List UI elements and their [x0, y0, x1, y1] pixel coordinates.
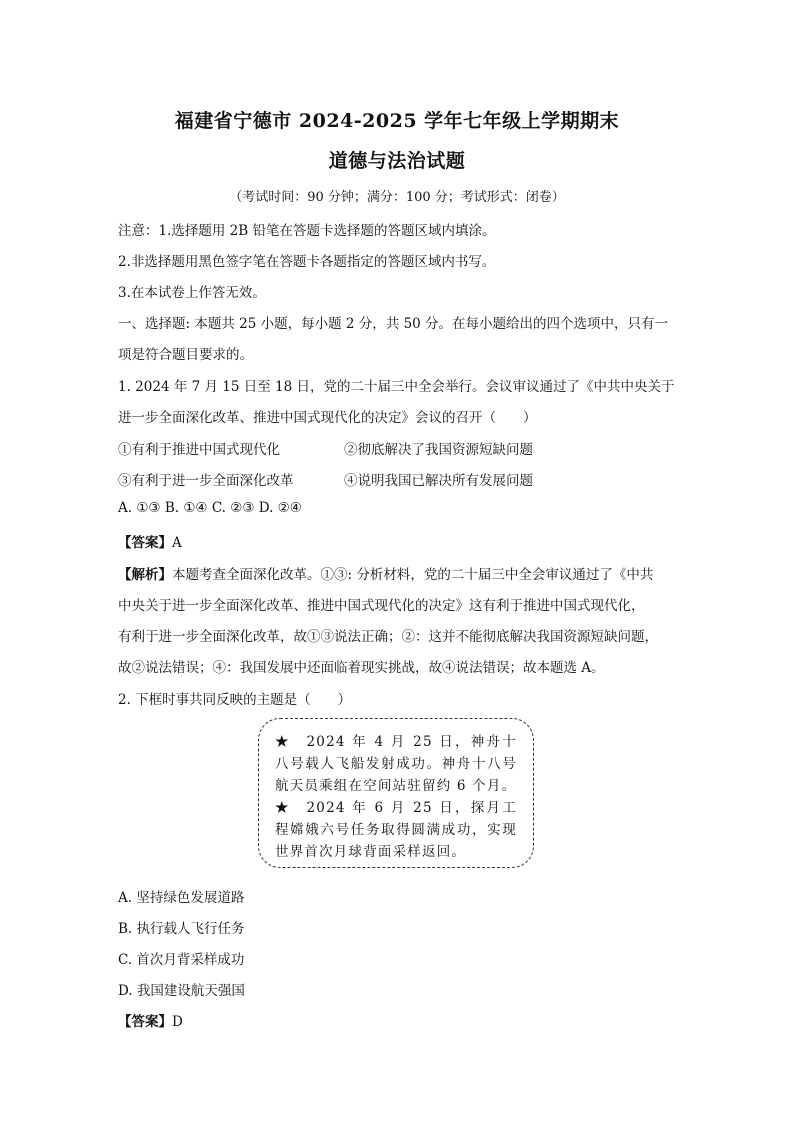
exam-title: 福建省宁德市 2024-2025 学年七年级上学期期末: [174, 110, 620, 132]
answer-label: 【答案】: [118, 1014, 172, 1030]
q2-option-a: A. 坚持绿色发展道路: [118, 890, 245, 906]
q1-analysis-line2: 中央关于进一步全面深化改革、推进中国式现代化的决定》这有利于推进中国式现代化，: [118, 598, 645, 614]
q1-statement-2: ②彻底解决了我国资源短缺问题: [344, 442, 533, 458]
q1-statement-4: ④说明我国已解决所有发展问题: [344, 473, 533, 489]
q2-answer: [118, 1010, 183, 1030]
q1-choices: A. ①③ B. ①④ C. ②③ D. ②④: [118, 500, 302, 516]
note-1: 注意：1.选择题用 2B 铅笔在答题卡选择题的答题区域内填涂。: [118, 223, 496, 239]
answer-value: D: [172, 1014, 183, 1030]
q1-statement-1: ①有利于推进中国式现代化: [118, 442, 280, 458]
q2-option-b: B. 执行载人飞行任务: [118, 921, 245, 937]
note-2: 2.非选择题用黑色签字笔在答题卡各题指定的答题区域内书写。: [118, 254, 496, 270]
answer-label: 【答案】: [118, 535, 172, 551]
q1-analysis: [118, 563, 653, 583]
analysis-text: 本题考查全面深化改革。①③: 分析材料，党的二十届三中全会审议通过了《中共: [172, 567, 654, 583]
q2-option-d: D. 我国建设航天强国: [118, 983, 245, 999]
q1-stem: 1. 2024 年 7 月 15 日至 18 日，党的二十届三中全会举行。会议审议通过了《中共中央关于: [118, 379, 675, 395]
news-item-1: ★ 2024 年 4 月 25 日，神舟十八号载人飞船发射成功。神舟十八号航天员乘组在空间站驻留约 6 个月。: [275, 734, 517, 794]
q1-stem-cont: 进一步全面深化改革、推进中国式现代化的决定》会议的召开（ ）: [118, 410, 537, 426]
q2-stem: 2. 下框时事共同反映的主题是（ ）: [118, 692, 352, 708]
q2-option-c: C. 首次月背采样成功: [118, 952, 245, 968]
news-box: [258, 718, 534, 868]
q1-statement-3: ③有利于进一步全面深化改革: [118, 473, 294, 489]
analysis-label: 【解析】: [118, 567, 172, 583]
section-heading-cont: 项是符合题目要求的。: [118, 347, 253, 363]
exam-subject-title: 道德与法治试题: [328, 150, 466, 172]
exam-info: （考试时间：90 分钟；满分：100 分；考试形式：闭卷）: [229, 190, 565, 205]
q1-answer: [118, 531, 182, 551]
q1-analysis-line4: 故②说法错误；④：我国发展中还面临着现实挑战，故④说法错误；故本题选 A。: [118, 660, 605, 676]
answer-value: A: [172, 535, 182, 551]
news-item-2: ★ 2024 年 6 月 25 日，探月工程嫦娥六号任务取得圆满成功，实现世界首次月球背面采样返回。: [275, 800, 517, 860]
q1-analysis-line3: 有利于进一步全面深化改革，故①③说法正确；②：这并不能彻底解决我国资源短缺问题，: [118, 629, 658, 645]
section-heading: 一、选择题: 本题共 25 小题，每小题 2 分，共 50 分。在每小题给出的四个选项中，只有一: [118, 316, 669, 332]
note-3: 3.在本试卷上作答无效。: [118, 285, 266, 301]
